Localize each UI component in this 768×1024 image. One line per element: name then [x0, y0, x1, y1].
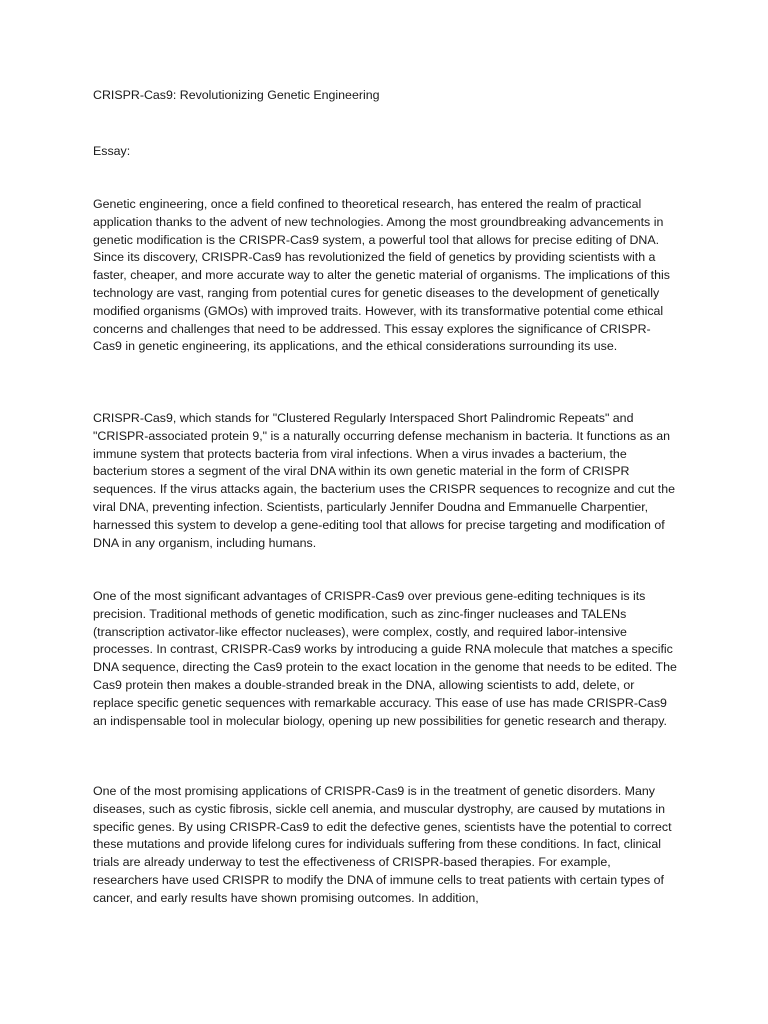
- paragraph-precision: One of the most significant advantages of CRISPR-Cas9 over previous gene-editing techniques is its precision. Traditional methods of genetic modification, such as zinc-finger nucleases and TALENs (transcription activator-like effector nucleases), were complex, costly, and required labor-intensive processes. In contrast, CRISPR-Cas9 works by introducing a guide RNA molecule that matches a specific DNA sequence, directing the Cas9 protein to the exact location in the genome that needs to be edited. The Cas9 protein then makes a double-stranded break in the DNA, allowing scientists to add, delete, or replace specific genetic sequences with remarkable accuracy. This ease of use has made CRISPR-Cas9 an indispensable tool in molecular biology, opening up new possibilities for genetic research and therapy.: [93, 589, 677, 728]
- document-title: CRISPR-Cas9: Revolutionizing Genetic Engineering: [93, 88, 380, 102]
- paragraph-intro: Genetic engineering, once a field confined to theoretical research, has entered the realm of practical application thanks to the advent of new technologies. Among the most groundbreaking advancements in genetic modification is the CRISPR-Cas9 system, a powerful tool that allows for precise editing of DNA. Since its discovery, CRISPR-Cas9 has revolutionized the field of genetics by providing scientists with a faster, cheaper, and more accurate way to alter the genetic material of organisms. The implications of this technology are vast, ranging from potential cures for genetic diseases to the development of genetically modified organisms (GMOs) with improved traits. However, with its transformative potential come ethical concerns and challenges that need to be addressed. This essay explores the significance of CRISPR-Cas9 in genetic engineering, its applications, and the ethical considerations surrounding its use.: [93, 197, 670, 354]
- paragraph-applications: One of the most promising applications of CRISPR-Cas9 is in the treatment of genetic disorders. Many diseases, such as cystic fibrosis, sickle cell anemia, and muscular dystrophy, are caused by mutations in specific genes. By using CRISPR-Cas9 to edit the defective genes, scientists have the potential to correct these mutations and provide lifelong cures for individuals suffering from these conditions. In fact, clinical trials are already underway to test the effectiveness of CRISPR-based therapies. For example, researchers have used CRISPR to modify the DNA of immune cells to treat patients with certain types of cancer, and early results have shown promising outcomes. In addition,: [93, 784, 672, 905]
- essay-label: Essay:: [93, 144, 131, 158]
- paragraph-mechanism: CRISPR-Cas9, which stands for "Clustered Regularly Interspaced Short Palindromic Repeats" and "CRISPR-associated protein 9," is a naturally occurring defense mechanism in bacteria. It functions as an immune system that protects bacteria from viral infections. When a virus invades a bacterium, the bacterium stores a segment of the viral DNA within its own genetic material in the form of CRISPR sequences. If the virus attacks again, the bacterium uses the CRISPR sequences to recognize and cut the viral DNA, preventing infection. Scientists, particularly Jennifer Doudna and Emmanuelle Charpentier, harnessed this system to develop a gene-editing tool that allows for precise targeting and modification of DNA in any organism, including humans.: [93, 411, 675, 550]
